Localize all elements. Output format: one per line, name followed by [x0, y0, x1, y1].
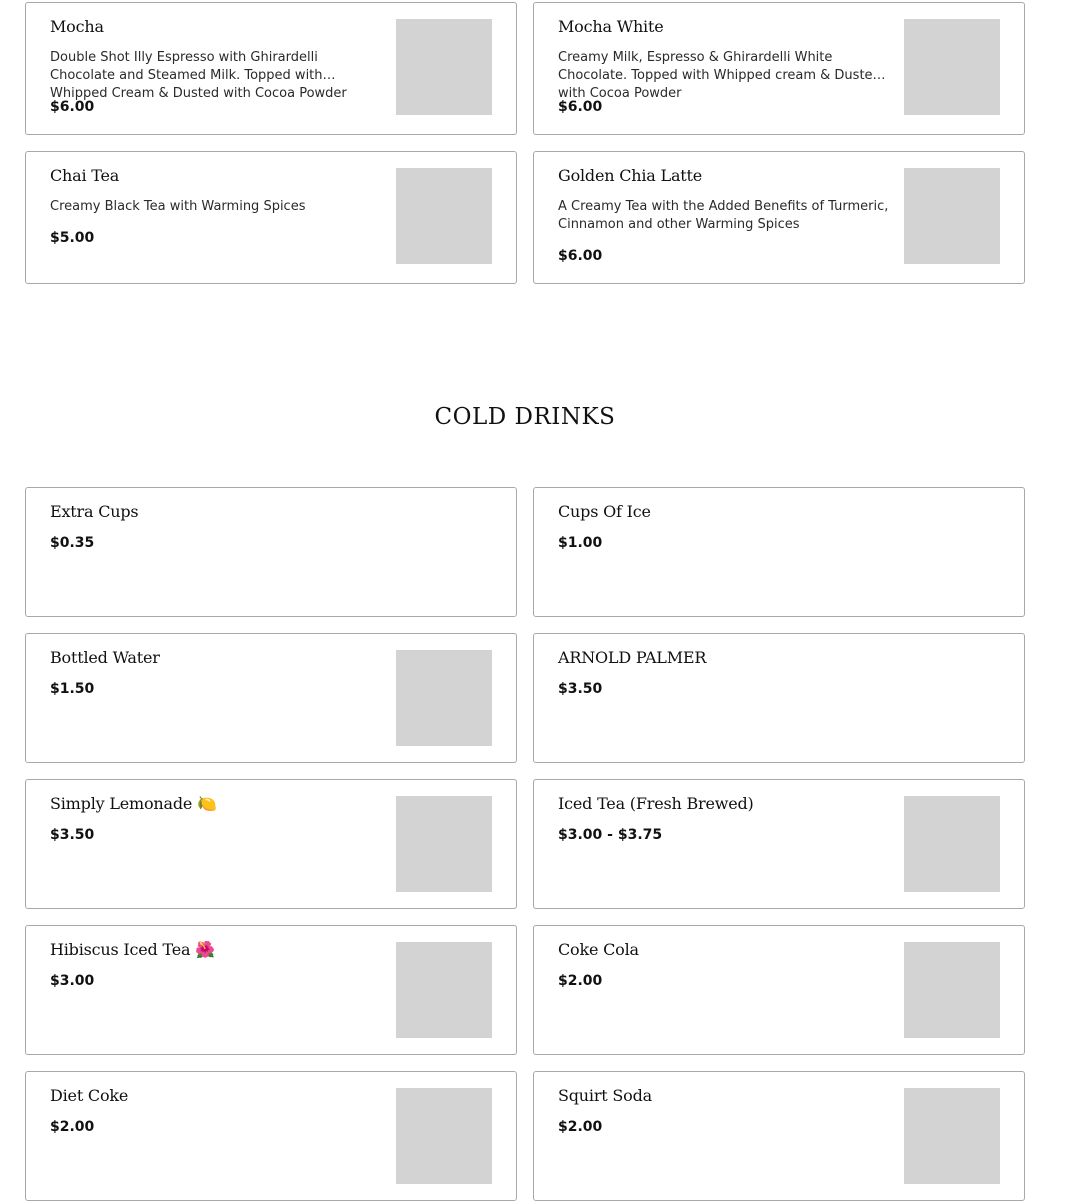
- item-name: Cups Of Ice: [558, 502, 651, 521]
- item-name: Diet Coke: [50, 1086, 129, 1105]
- item-image: [396, 942, 492, 1038]
- item-image: [904, 796, 1000, 892]
- item-image: [396, 19, 492, 115]
- item-price: $2.00: [558, 973, 603, 989]
- item-image: [396, 168, 492, 264]
- item-description: A Creamy Tea with the Added Benefits of Turmeric, Cinnamon and other Warming Spices: [558, 199, 889, 232]
- item-image: [904, 942, 1000, 1038]
- item-name: Mocha: [50, 17, 104, 36]
- item-name: Simply Lemonade 🍋: [50, 794, 217, 813]
- menu-item-card[interactable]: [533, 487, 1025, 617]
- menu-item-card[interactable]: [25, 633, 517, 763]
- item-name: Iced Tea (Fresh Brewed): [558, 794, 754, 813]
- cold-drinks-grid: [25, 487, 1025, 1201]
- item-description: Double Shot Illy Espresso with Ghirardelli Chocolate and Steamed Milk. Topped with Whipped Cream & Dusted with Cocoa Powder: [50, 50, 347, 101]
- item-name: Hibiscus Iced Tea 🌺: [50, 940, 215, 959]
- item-image: [904, 168, 1000, 264]
- item-name: Bottled Water: [50, 648, 160, 667]
- menu-item-card[interactable]: [25, 925, 517, 1055]
- menu-item-card[interactable]: [25, 779, 517, 909]
- item-price: $5.00: [50, 230, 95, 246]
- item-name: Squirt Soda: [558, 1086, 652, 1105]
- item-price: $3.00: [50, 973, 95, 989]
- menu-item-card[interactable]: [533, 779, 1025, 909]
- item-description: Creamy Black Tea with Warming Spices: [50, 199, 306, 214]
- item-description: Creamy Milk, Espresso & Ghirardelli White Chocolate. Topped with Whipped cream & Dusted with Cocoa Powder: [558, 50, 881, 101]
- section-title-cold-drinks: COLD DRINKS: [434, 404, 616, 430]
- item-price: $1.50: [50, 681, 95, 697]
- item-price: $2.00: [50, 1119, 95, 1135]
- menu-item-card[interactable]: [25, 2, 517, 135]
- item-image: [396, 1088, 492, 1184]
- item-image: [396, 796, 492, 892]
- item-name: Chai Tea: [50, 166, 120, 185]
- item-price: $6.00: [50, 99, 95, 115]
- item-price: $1.00: [558, 535, 603, 551]
- menu-item-card[interactable]: [533, 633, 1025, 763]
- item-image: [904, 19, 1000, 115]
- item-price: $2.00: [558, 1119, 603, 1135]
- menu-item-card[interactable]: [25, 151, 517, 284]
- item-image: [904, 1088, 1000, 1184]
- item-name: Extra Cups: [50, 502, 139, 521]
- item-price: $6.00: [558, 99, 603, 115]
- item-price: $3.50: [50, 827, 95, 843]
- item-name: Golden Chia Latte: [558, 166, 703, 185]
- item-price: $6.00: [558, 248, 603, 264]
- menu-item-card[interactable]: [533, 151, 1025, 284]
- item-price: $3.00 - $3.75: [558, 827, 663, 843]
- menu-item-card[interactable]: [533, 1071, 1025, 1201]
- item-name: Mocha White: [558, 17, 664, 36]
- item-image: [396, 650, 492, 746]
- menu-item-card[interactable]: [25, 1071, 517, 1201]
- item-price: $0.35: [50, 535, 95, 551]
- menu-item-card[interactable]: [25, 487, 517, 617]
- item-name: Coke Cola: [558, 940, 639, 959]
- item-name: ARNOLD PALMER: [558, 648, 707, 667]
- menu-item-card[interactable]: [533, 925, 1025, 1055]
- item-price: $3.50: [558, 681, 603, 697]
- menu-item-card[interactable]: [533, 2, 1025, 135]
- hot-drinks-grid: [25, 2, 1025, 284]
